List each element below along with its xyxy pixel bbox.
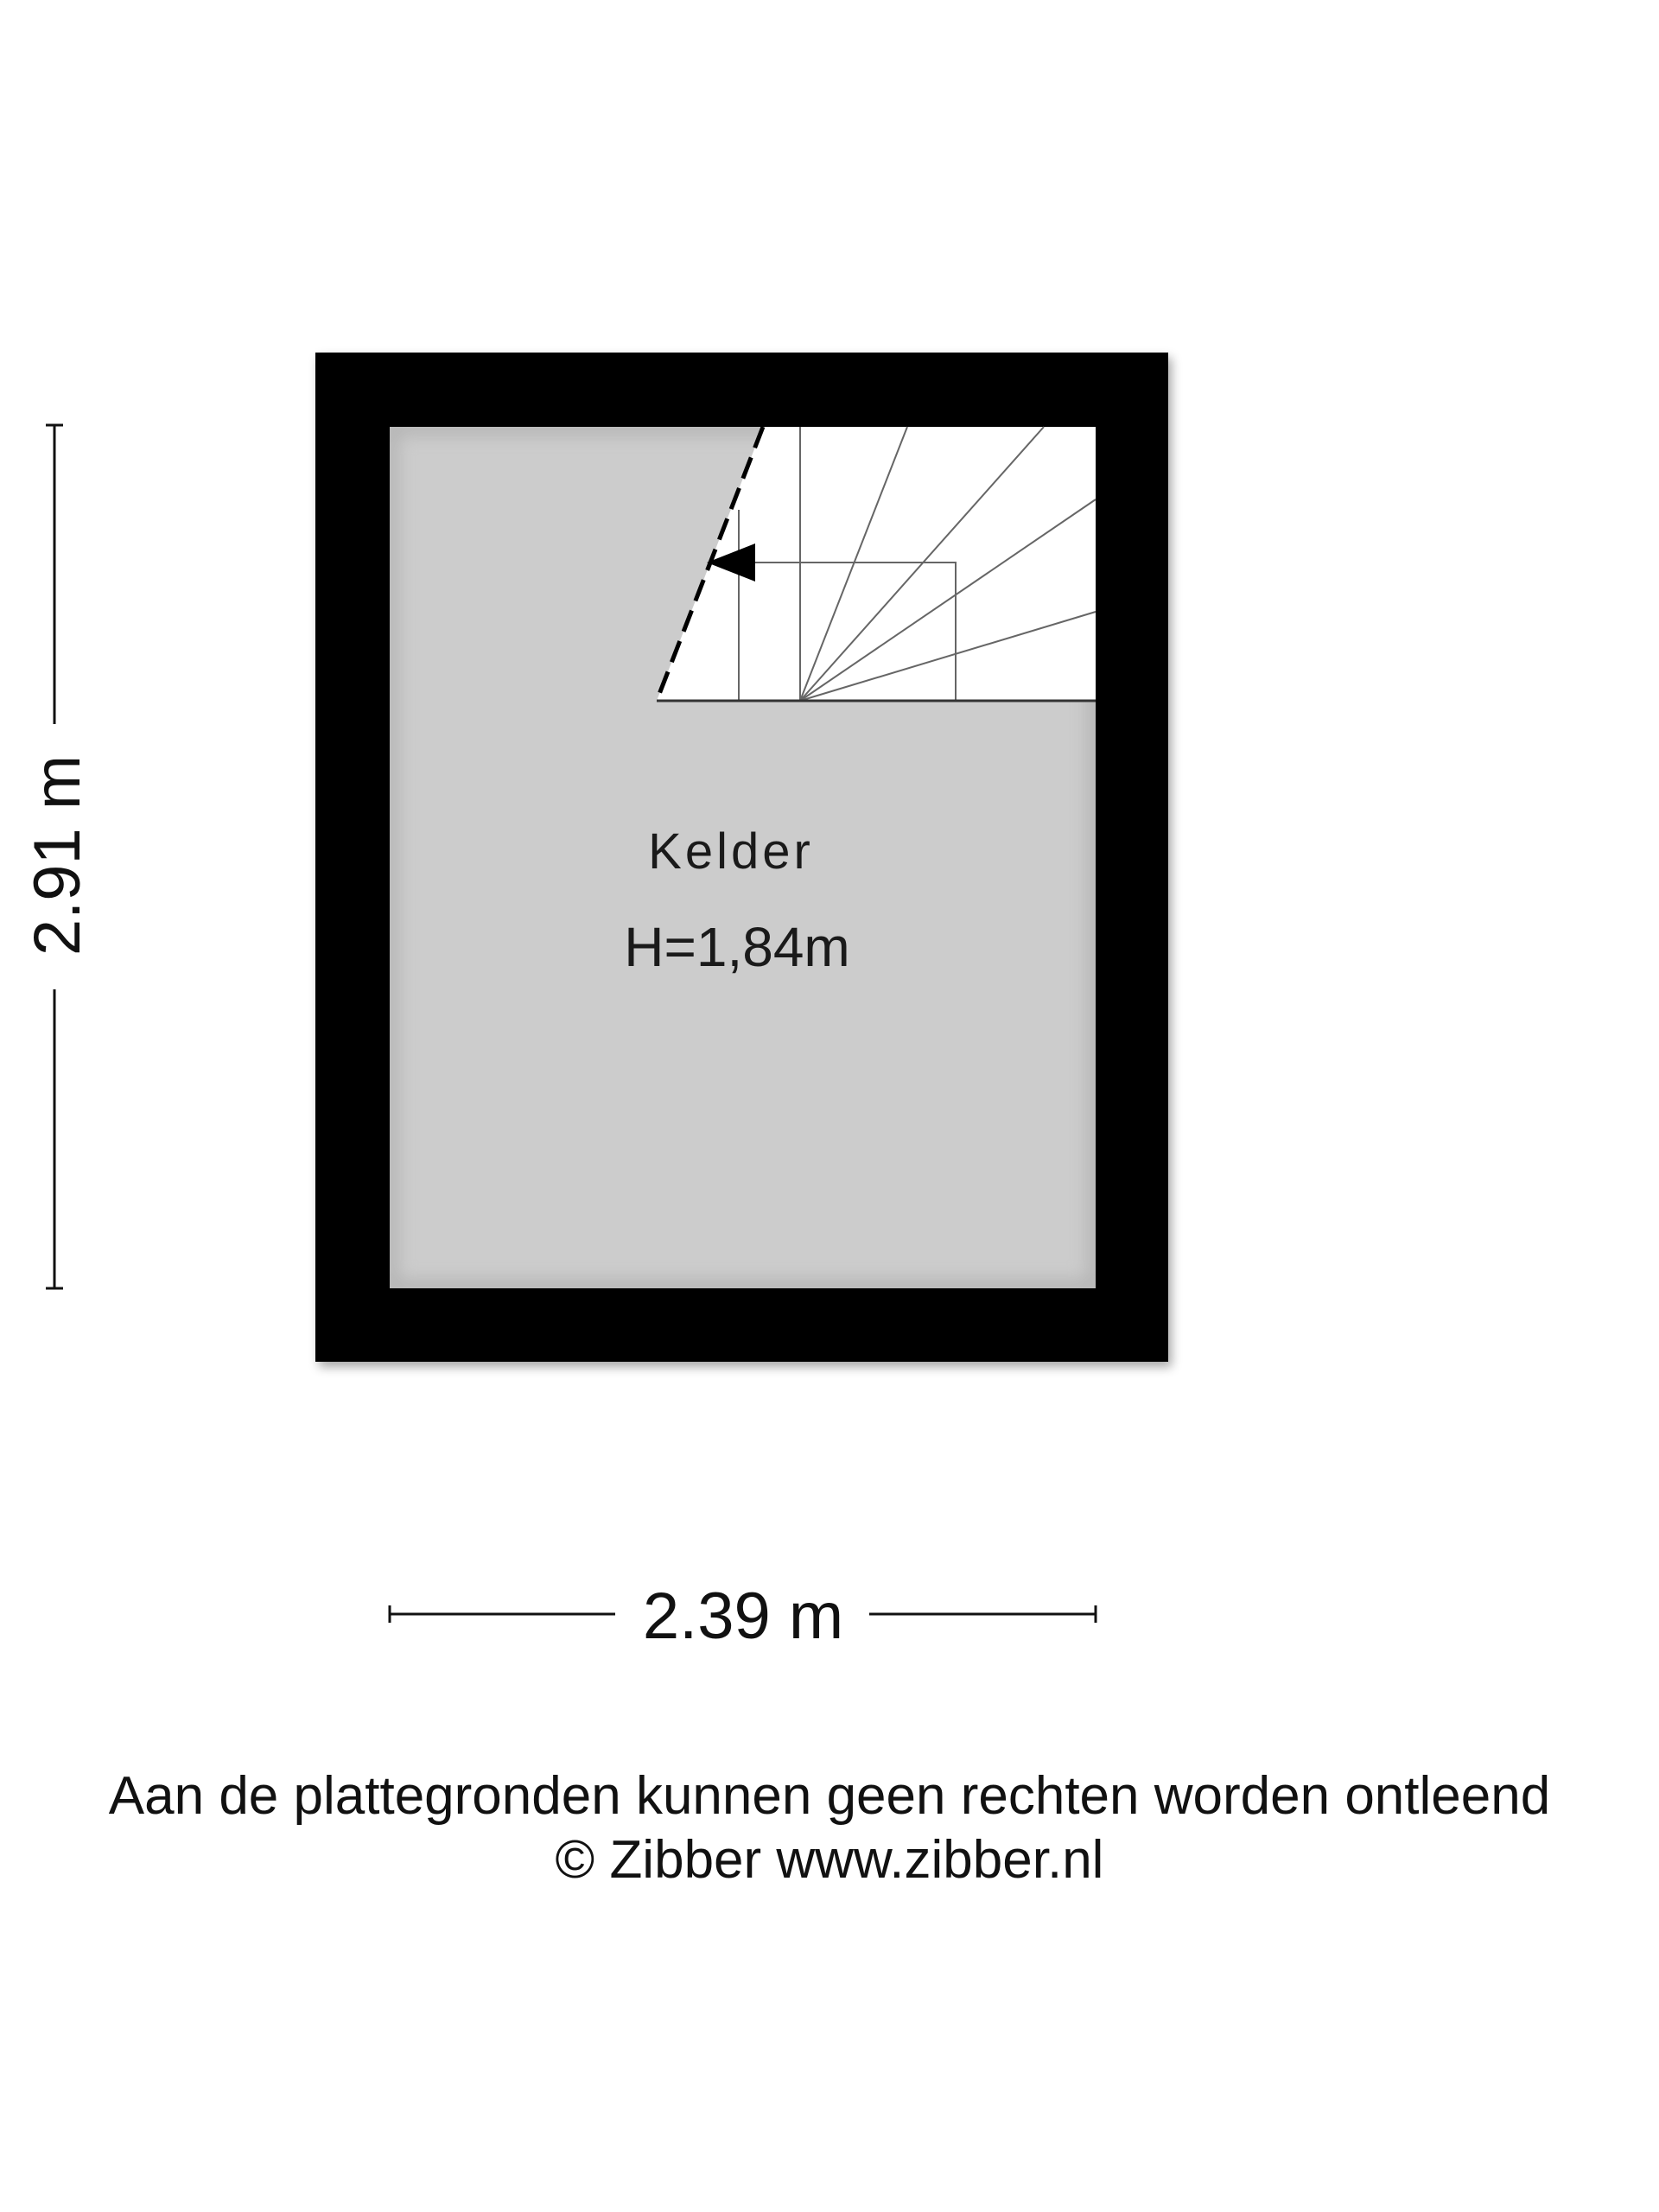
footer-disclaimer: Aan de plattegronden kunnen geen rechten worden ontleend	[108, 1766, 1551, 1826]
room-name: Kelder	[648, 823, 814, 880]
dimension-height-label: 2.91 m	[21, 754, 94, 957]
dimension-width-label: 2.39 m	[642, 1580, 844, 1653]
room-height: H=1,84m	[624, 916, 850, 978]
footer-copyright: © Zibber www.zibber.nl	[555, 1830, 1104, 1890]
